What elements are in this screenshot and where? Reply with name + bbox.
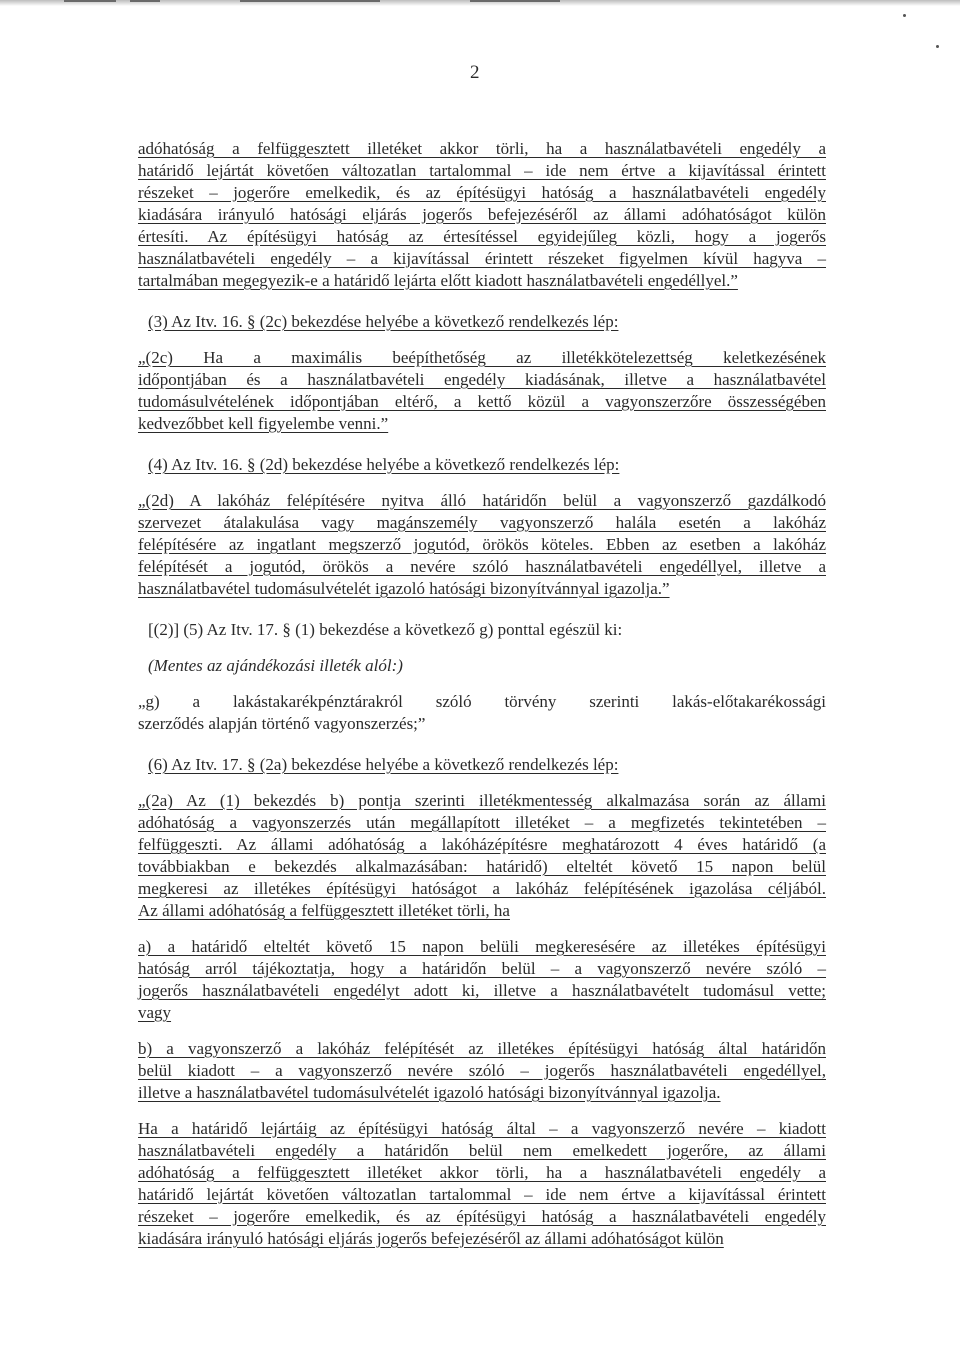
- text-line: Ha a határidő lejártáig az építésügyi hatóság által – a vagyonszerző nevére – kiadott: [138, 1119, 826, 1138]
- paragraph: [138, 1038, 826, 1104]
- paragraph: [138, 138, 826, 292]
- text-line: tartalmában megegyezik-e a határidő lejárta előtt kiadott használatbavételi engedéllyel.”: [138, 271, 738, 290]
- text-line: (4) Az Itv. 16. § (2d) bekezdése helyébe a következő rendelkezés lép:: [148, 455, 620, 474]
- page-number: 2: [470, 62, 480, 83]
- text-line: illetve a használatbavétel tudomásulvételét igazoló hatósági bizonyítvánnyal igazolja.: [138, 1083, 721, 1102]
- text-line: értesíti. Az építésügyi hatóság az értesítéssel egyidejűleg közli, hogy a jogerős: [138, 227, 826, 246]
- text-line: kedvezőbbet kell figyelembe venni.”: [138, 414, 389, 433]
- scan-artifact-line: [64, 0, 116, 2]
- text-line: „g) a lakástakarékpénztárakról szóló törvény szerinti lakás-előtakarékossági: [138, 692, 826, 711]
- text-line: [(2)] (5) Az Itv. 17. § (1) bekezdése a következő g) ponttal egészül ki:: [148, 620, 623, 639]
- paragraph: [138, 936, 826, 1024]
- text-line: szervezet átalakulása vagy magánszemély vagyonszerző halála esetén a lakóház: [138, 513, 826, 532]
- text-line: felépítését a jogutód, örökös a nevére szóló használatbavételi engedéllyel, illetve a: [138, 557, 826, 576]
- text-line: határidő lejártát követően változatlan tartalommal – ide nem értve a kijavítással érintett: [138, 1185, 826, 1204]
- paragraph: [138, 347, 826, 435]
- text-line: belül kiadott – a vagyonszerző nevére szóló – jogerős használatbavételi engedéllyel,: [138, 1061, 826, 1080]
- paragraph: [138, 691, 826, 735]
- text-line: felfüggeszti. Az állami adóhatóság a lakóházépítésre meghatározott 4 éves határidő (a: [138, 835, 826, 854]
- text-line: adóhatóság a felfüggesztett illetéket akkor törli, ha a használatbavételi engedély a: [138, 1163, 826, 1182]
- paragraph: [138, 790, 826, 922]
- text-line: használatbavételi engedély – a kijavítással érintett részeket figyelmen kívül hagyva –: [138, 249, 826, 268]
- paragraph: [138, 311, 826, 333]
- scan-speck: [936, 45, 939, 48]
- paragraph: [138, 754, 826, 776]
- text-line: a) a határidő elteltét követő 15 napon belüli megkeresésére az illetékes építésügyi: [138, 937, 826, 956]
- text-line: adóhatóság a felfüggesztett illetéket akkor törli, ha a használatbavételi engedély a: [138, 139, 826, 158]
- text-line: felépítésére az ingatlant megszerző jogutód, örökös köteles. Ebben az esetben a lakóház: [138, 535, 826, 554]
- text-line: hatóság arról tájékoztatja, hogy a határidőn belül – a vagyonszerző nevére szóló –: [138, 959, 826, 978]
- text-line: jogerős használatbavételi engedélyt adott ki, illetve a használatbavételt tudomásul vette;: [138, 981, 826, 1000]
- text-line: használatbavételi engedély a határidőn belül nem emelkedett jogerőre, az állami: [138, 1141, 826, 1160]
- text-line: kiadására irányuló hatósági eljárás jogerős befejezéséről az állami adóhatóságot külön: [138, 205, 826, 224]
- scan-artifact-line: [240, 0, 380, 2]
- text-line: részeket – jogerőre emelkedik, és az építésügyi hatóság a használatbavételi engedély: [138, 183, 826, 202]
- document-body: [138, 138, 826, 1250]
- text-line: határidő lejártát követően változatlan tartalommal – ide nem értve a kijavítással érintett: [138, 161, 826, 180]
- text-line: (6) Az Itv. 17. § (2a) bekezdése helyébe a következő rendelkezés lép:: [148, 755, 619, 774]
- paragraph: [138, 1118, 826, 1250]
- text-line: tudomásulvételének időpontjában eltérő, a kettő közül a vagyonszerzőre összességében: [138, 392, 826, 411]
- text-line: Az állami adóhatóság a felfüggesztett illetéket törli, ha: [138, 901, 510, 920]
- paragraph: [138, 619, 826, 641]
- text-line: továbbiakban e bekezdés alkalmazásában: határidő) elteltét követő 15 napon belül: [138, 857, 826, 876]
- text-line: (3) Az Itv. 16. § (2c) bekezdése helyébe a következő rendelkezés lép:: [148, 312, 619, 331]
- text-line: b) a vagyonszerző a lakóház felépítését az illetékes építésügyi hatóság által határidőn: [138, 1039, 826, 1058]
- scan-artifact-line: [130, 0, 160, 2]
- text-line: szerződés alapján történő vagyonszerzés;”: [138, 714, 426, 733]
- paragraph: [138, 454, 826, 476]
- text-line: „(2c) Ha a maximális beépíthetőség az illetékkötelezettség keletkezésének: [138, 348, 826, 367]
- scan-artifact-line: [470, 0, 560, 2]
- text-line: „(2a) Az (1) bekezdés b) pontja szerinti illetékmentesség alkalmazása során az állami: [138, 791, 826, 810]
- paragraph: [138, 655, 826, 677]
- text-line: időpontjában és a használatbavételi engedély kiadásának, illetve a használatbavétel: [138, 370, 826, 389]
- text-line: megkeresi az illetékes építésügyi hatóságot a lakóház felépítésének igazolása céljából.: [138, 879, 826, 898]
- scan-speck: [903, 14, 906, 17]
- text-line: részeket – jogerőre emelkedik, és az építésügyi hatóság a használatbavételi engedély: [138, 1207, 826, 1226]
- paragraph: [138, 490, 826, 600]
- text-line: „(2d) A lakóház felépítésére nyitva álló határidőn belül a vagyonszerző gazdálkodó: [138, 491, 826, 510]
- text-line: kiadására irányuló hatósági eljárás jogerős befejezéséről az állami adóhatóságot külön: [138, 1229, 724, 1248]
- text-line: vagy: [138, 1003, 172, 1022]
- text-line: (Mentes az ajándékozási illeték alól:): [148, 656, 403, 675]
- text-line: használatbavétel tudomásulvételét igazoló hatósági bizonyítvánnyal igazolja.”: [138, 579, 670, 598]
- text-line: adóhatóság a vagyonszerzés után megállapított illetéket – a megfizetés tekintetében –: [138, 813, 826, 832]
